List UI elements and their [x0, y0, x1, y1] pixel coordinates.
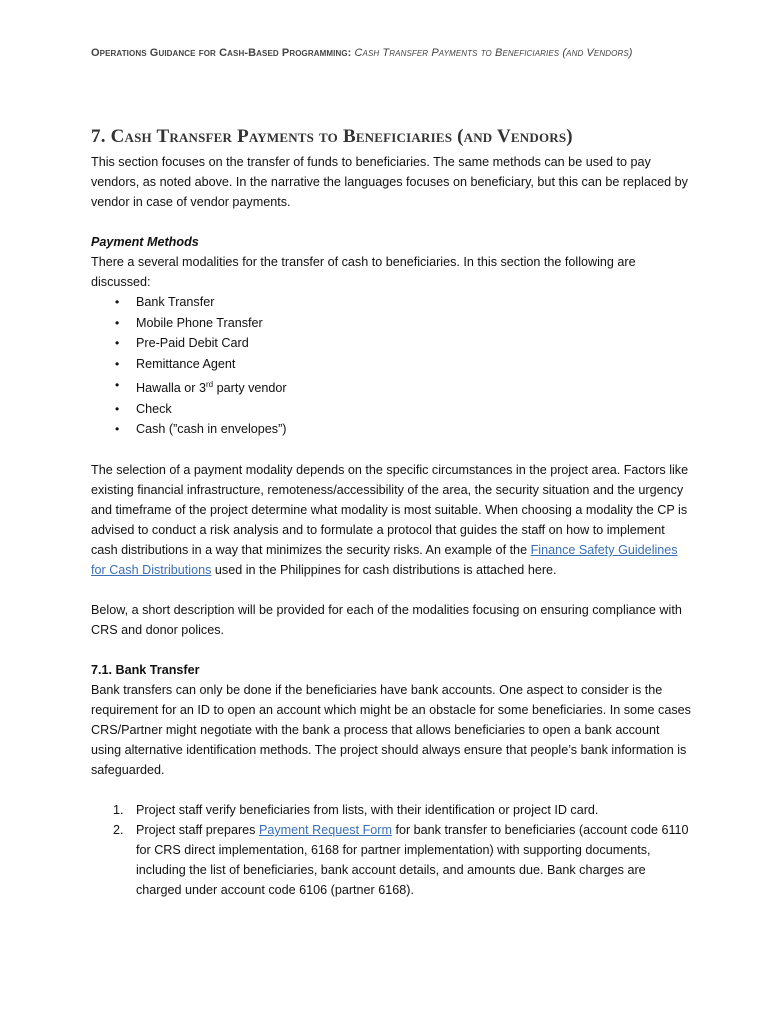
- modalities-summary: Below, a short description will be provided for each of the modalities focusing on ensuring compliance with CRS and donor polices.: [91, 603, 682, 638]
- bullet-icon: •: [115, 315, 120, 330]
- bank-transfer-paragraph: Bank transfers can only be done if the beneficiaries have bank accounts. One aspect to consider is the requirement for an ID to open an account which might be an obstacle for some beneficiaries. In some cases CRS/Partner might negotiate with the bank a process that allows beneficiaries to open a bank account using alternative identification methods. The project should always ensure that people’s bank information is safeguarded.: [91, 683, 691, 778]
- list-item: • Bank Transfer: [91, 292, 691, 313]
- list-item: • Check: [91, 399, 691, 420]
- bank-transfer-steps: [91, 800, 691, 900]
- bullet-icon: •: [115, 377, 120, 392]
- payment-request-form-link[interactable]: Payment Request Form: [258, 823, 392, 838]
- list-item: 1. Project staff verify beneficiaries from lists, with their identification or project ID card.: [91, 800, 691, 820]
- list-item: • Mobile Phone Transfer: [91, 313, 691, 334]
- selection-paragraph: The selection of a payment modality depends on the specific circumstances in the project area. Factors like existing financial infrastructure, remoteness/accessibility of the area, the security situation and the urgency and timeframe of the project determine what modality is most suitable. When choosing a modality the CP is advised to conduct a risk analysis and to formulate a protocol that guides the staff on how to implement cash distributions in a way that minimizes the security risks. An example of the Finance Safety Guidelines for Cash Distributions used in the Philippines for cash distributions is attached here.: [91, 463, 689, 578]
- section-title: 7. Cash Transfer Payments to Beneficiaries (and Vendors): [91, 126, 573, 147]
- bullet-icon: •: [115, 357, 120, 372]
- payment-methods-heading: Payment Methods: [91, 235, 199, 249]
- list-item: • Remittance Agent: [91, 354, 691, 375]
- list-item: • Pre-Paid Debit Card: [91, 333, 691, 354]
- list-item: • Hawalla or 3rd party vendor: [91, 375, 691, 399]
- bullet-icon: •: [115, 422, 120, 437]
- running-header-subtitle: Cash Transfer Payments to Beneficiaries (and Vendors): [354, 47, 633, 59]
- bullet-icon: •: [115, 401, 120, 416]
- bank-transfer-heading: 7.1. Bank Transfer: [91, 663, 200, 678]
- step-number: 2.: [113, 823, 124, 838]
- page-content: [91, 124, 691, 900]
- list-item: • Cash (”cash in envelopes”): [91, 419, 691, 440]
- payment-methods-intro: There a several modalities for the transfer of cash to beneficiaries. In this section the following are discussed:: [91, 255, 636, 289]
- bullet-icon: •: [115, 295, 120, 309]
- finance-safety-guidelines-link[interactable]: Finance Safety Guidelines for Cash Distributions: [91, 543, 678, 578]
- payment-methods-list: [91, 292, 691, 440]
- list-item: 2. Project staff prepares Payment Request Form for bank transfer to beneficiaries (account code 6110 for CRS direct implementation, 6168 for partner implementation) with supporting documents, including the list of beneficiaries, bank account details, and amounts due. Bank charges are charged under account code 6106 (partner 6168).: [91, 820, 691, 900]
- running-header: [91, 47, 711, 59]
- running-header-title: Operations Guidance for Cash-Based Programming:: [91, 47, 352, 59]
- step-number: 1.: [113, 803, 124, 818]
- section-intro: This section focuses on the transfer of funds to beneficiaries. The same methods can be used to pay vendors, as noted above. In the narrative the languages focuses on beneficiary, but this can be replaced by vendor in case of vendor payments.: [91, 155, 688, 209]
- ordinal-suffix: rd: [206, 379, 214, 389]
- bullet-icon: •: [115, 336, 120, 351]
